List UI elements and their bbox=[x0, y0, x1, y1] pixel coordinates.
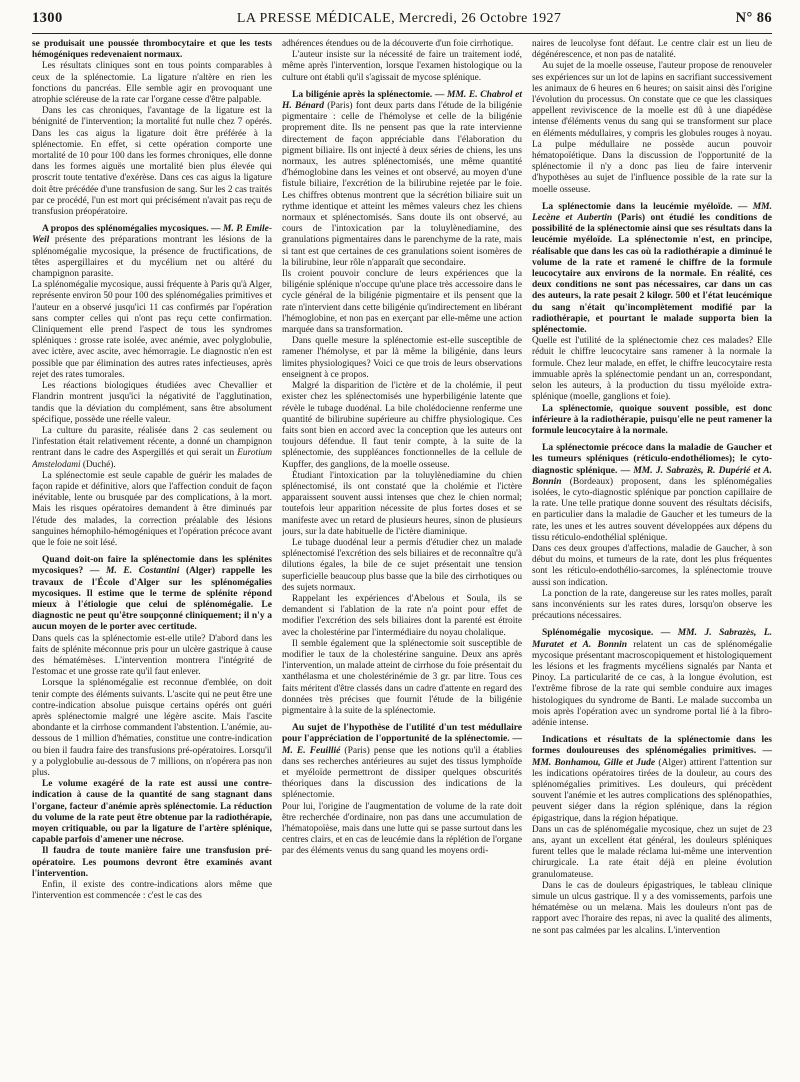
paragraph: La splénomégalie mycosique, aussi fréquente à Paris qu'à Alger, représente environ 50 pour 100 des splénomégalies primitives et l'auteur en a observé jusqu'ici 11 cas confirmés par l'opération sans compter celles qui n'ont pas reçu cette confirmation. Cliniquement elle prend l'aspect de tous les syndromes spléniques : grosse rate isolée, avec anémie, avec polyglobulie, avec ictère, avec ascite, avec hémorragie. Le diagnostic n'en est possible que par élimination des autres rates infectieuses, après rejet des rates tumorales. bbox=[32, 280, 272, 380]
heading-title: La biligénie après la splénectomie. bbox=[292, 89, 433, 100]
heading-text: (Alger) attirent l'attention sur les indications opératoires tirées de la douleur, au cours des splénomégalies primitives. Les douleurs, qui précèdent souvent l'anémie et les autres complications des splénopathies, peuvent siéger dans la région splénique, dans la région épigastrique, dans la région hépatique. bbox=[532, 757, 772, 824]
heading-text: (Paris) pense que les notions qu'il a établies dans ses recherches antérieures au sujet des tissus lymphoïde et myéloïde permettront de dissiper quelques obscurités théoriques dans la discussion des indications de la splénectomie. bbox=[282, 745, 522, 801]
page-header bbox=[32, 10, 772, 32]
paragraph: adhérences étendues ou de la découverte d'un foie cirrhotique. bbox=[282, 39, 514, 49]
issue-number: N° 86 bbox=[735, 10, 772, 26]
heading-title: La splénectomie précoce dans la maladie de Gaucher et les tumeurs spléniques (réticulo-endothéliomes); le cyto-diagnostic splénique. bbox=[532, 443, 772, 476]
paragraph: Enfin, il existe des contre-indications alors même que l'intervention est commencée : c'est le cas des bbox=[32, 880, 272, 902]
header-rule bbox=[32, 33, 772, 34]
heading-authors: MM. Lecène et Aubertin bbox=[532, 201, 772, 224]
paragraph: Il semble également que la splénectomie soit susceptible de modifier le taux de la cholestérine sanguine. Deux ans après l'intervention, un malade atteint de cirrhose du foie présentait du xanthélasma et une cholestérinémie de 3 gr. par litre. Tous ces faits méritent d'être classés dans un cadre d'attente en regard des données très précises que fournit l'étude de la biligénie pigmentaire à la suite de la splénectomie. bbox=[282, 638, 522, 716]
heading-authors: MM. J. Sabrazès, L. Muratet et A. Bonnin bbox=[532, 628, 772, 650]
section-heading: Splénomégalie mycosique. — MM. J. Sabrazès, L. Muratet et A. Bonnin relatent un cas de splénomégalie mycosique présentant macroscopiquement et histologiquement les lésions et les fragments mycéliens signalés par Nanta et Pinoy. La particularité de ce cas, à la longue évolution, est l'extrême fibrose de la rate qui semble conduire aux images histologiques du syndrome de Banti. Le malade succomba un mois après l'opération avec un syndrome portal lié à la fibro-adénie intense. bbox=[532, 628, 772, 728]
species-name: Eurotium Amstelodami bbox=[32, 448, 272, 470]
heading-authors: M. E. Feuillié bbox=[282, 745, 341, 756]
paragraph: Pour lui, l'origine de l'augmentation de volume de la rate doit être recherchée d'ordinaire, non pas dans une accumulation de l'hématopoïèse, mais dans une lutte qui se passe surtout dans les centres clairs, et en cas de leucémie dans la réplétion de l'organe par des éléments venus du sang quand les moyens ordi- bbox=[282, 801, 522, 857]
paragraph: Étudiant l'intoxication par la toluylènediamine du chien splénectomisé, ils ont constaté que la cholémie et l'ictère apparaissent souvent aussi intenses que chez le chien normal; toutefois leur apparition nécessite de plus fortes doses et se manifeste avec un retard de plusieurs heures, sinon de plusieurs jours, sur la date habituelle de l'ictère diaminique. bbox=[282, 470, 522, 537]
column-3 bbox=[532, 39, 772, 1077]
heading-text: (Bordeaux) proposent, dans les splénomégalies isolées, le cyto-diagnostic splénique par ponction capillaire de la rate. Une telle pratique donne souvent des résultats décisifs, en particulier dans la maladie de Gaucher et les tumeurs de la rate, les unes et les autres souvent développées aux dépens du tissu réticulo-endothélial splénique. bbox=[532, 476, 772, 543]
paragraph: Ils croient pouvoir conclure de leurs expériences que la biligénie splénique n'occupe qu'une place très accessoire dans le cycle général de la biligénie pigmentaire et ils pensent que la rate n'intervient dans cette biligénie qu'indirectement en libérant l'hémoglobine, et non pas en exerçant par elle-même une action marquée dans sa transformation. bbox=[282, 269, 522, 336]
paragraph: L'auteur insiste sur la nécessité de faire un traitement iodé, même après l'intervention, lorsque l'examen histologique ou la culture ont établi qu'il s'agissait de mycose splénique. bbox=[282, 50, 522, 83]
section-heading: Indications et résultats de la splénectomie dans les formes douloureuses des splénomégalies primitives. — MM. Bonhamou, Gille et Jude (Alger) attirent l'attention sur les indications opératoires tirées de la douleur, au cours des splénomégalies primitives. Les douleurs, qui précèdent souvent l'anémie et les autres complications des splénopathies, peuvent siéger dans la région splénique, dans la région épigastrique, dans la région hépatique. bbox=[532, 735, 772, 824]
paragraph: naires de leucolyse font défaut. Le centre clair est un lieu de dégénérescence, et non pas de natalité. bbox=[532, 39, 772, 61]
paragraph: Il faudra de toute manière faire une transfusion pré-opératoire. Les poumons devront être examinés avant l'intervention. bbox=[32, 846, 272, 879]
paragraph: Au sujet de la moelle osseuse, l'auteur propose de renouveler ses expériences sur un lot de lapins en sacrifiant successivement les animaux de 6 heures en 6 heures; on saisit ainsi dès l'origine l'évolution du processus. On constate que ce que les classiques appellent reviviscence de la moelle est dû à une diapédèse intense d'éléments venus du sang qui se transforment sur place en éléments médullaires, y compris les globules rouges à noyau. La pulpe médullaire ne possède aucun pouvoir hématopoïétique. Dans la discussion de l'opportunité de la splénectomie il n'y a donc pas lieu de faire intervenir d'hypothèses au sujet de l'influence possible de la rate sur la moelle osseuse. bbox=[532, 61, 772, 195]
section-heading: La splénectomie précoce dans la maladie de Gaucher et les tumeurs spléniques (réticulo-endothéliomes); le cyto-diagnostic splénique. — MM. J. Sabrazès, R. Dupérié et A. Bonnin (Bordeaux) proposent, dans les splénomégalies isolées, le cyto-diagnostic splénique par ponction capillaire de la rate. Une telle pratique donne souvent des résultats décisifs, en particulier dans la maladie de Gaucher et les tumeurs de la rate, les unes et les autres souvent développées aux dépens du tissu réticulo-endothélial splénique. bbox=[532, 443, 772, 543]
paragraph: Les résultats cliniques sont en tous points comparables à ceux de la splénectomie. La ligature n'altère en rien les fonctions du pancréas. Elle semble agir en provoquant une atrophie scléreuse de la rate car l'organe cesse d'être palpable. bbox=[32, 61, 272, 106]
paragraph: Dans quels cas la splénectomie est-elle utile? D'abord dans les faits de splénite méconnue pris pour un ulcère gastrique à cause des hématémèses. L'intervention montrera l'intégrité de l'estomac et une grosse rate qu'il faut enlever. bbox=[32, 633, 272, 678]
paragraph: Dans ces deux groupes d'affections, maladie de Gaucher, à son début du moins, et tumeurs de la rate, dont les plus fréquentes sont les réticulo-endothélio-sarcomes, la splénectomie trouve aussi son indication. bbox=[532, 543, 772, 588]
article-columns bbox=[32, 39, 772, 1077]
heading-authors: MM. E. Chabrol et H. Bénard bbox=[282, 89, 522, 112]
paragraph: Dans quelle mesure la splénectomie est-elle susceptible de ramener l'hémolyse, et par là même la biligénie, dans leurs limites physiologiques? Voici ce que trois de leurs observations enseignent à ce propos. bbox=[282, 336, 522, 380]
section-heading: Quand doit-on faire la splénectomie dans les splénites mycosiques? — M. E. Costantini (Alger) rappelle les travaux de l'École d'Alger sur les splénomégalies mycosiques. Il estime que le terme de splénite répond mieux à l'étiologie que celui de splénomégalie. Le diagnostic ne peut qu'être soupçonné cliniquement; il n'y a aucun moyen de le porter avec certitude. bbox=[32, 555, 272, 633]
section-heading: A propos des splénomégalies mycosiques. — M. P. Emile-Weil présente des préparations montrant les lésions de la splénomégalie mycosique, la présence de fructifications, de têtes aspergillaires et du mycélium net ou altéré du champignon parasite. bbox=[32, 224, 272, 280]
heading-text: relatent un cas de splénomégalie mycosique présentant macroscopiquement et histologiquement les lésions et les fragments mycéliens signalés par Nanta et Pinoy. La particularité de ce cas, à la longue évolution, est l'extrême fibrose de la rate qui semble conduire aux images histologiques du syndrome de Banti. Le malade succomba un mois après l'opération avec un syndrome portal lié à la fibro-adénie intense. bbox=[532, 639, 772, 728]
heading-title: A propos des splénomégalies mycosiques. bbox=[42, 224, 209, 235]
heading-title: Indications et résultats de la splénectomie dans les formes douloureuses des splénomégalies primitives. bbox=[532, 735, 772, 757]
paragraph: Dans les cas chroniques, l'avantage de la ligature est la bénignité de l'intervention; la mortalité fut nulle chez 7 opérés. Dans les cas aigus la ligature doit être préférée à la splénectomie. En effet, si cette opération comporte une mortalité de 10 pour 100 dans les formes chroniques, elle donne dans les formes aiguës une mortalité bien plus élevée qui proscrit toute tentative d'exérèse. Dans ces cas aigus la ligature doit être précédée d'une transfusion de sang. Sur les 2 cas traités par ce procédé, l'un est mort qui précisément n'avait pas reçu de transfusion préopératoire. bbox=[32, 106, 272, 218]
section-heading: Au sujet de l'hypothèse de l'utilité d'un test médullaire pour l'appréciation de l'opportunité de la splénectomie. — M. E. Feuillié (Paris) pense que les notions qu'il a établies dans ses recherches antérieures au sujet des tissus lymphoïde et myéloïde permettront de dissiper quelques obscurités théoriques dans la discussion des indications de la splénectomie. bbox=[282, 723, 522, 801]
heading-authors: M. E. Costantini bbox=[105, 566, 180, 577]
paragraph: Rappelant les expériences d'Abelous et Soula, ils se demandent si l'ablation de la rate n'a point pour effet de modifier l'excrétion des sels biliaires dont la parenté est étroite avec la cholestérine par l'intermédiaire du noyau cholalique. bbox=[282, 593, 522, 638]
section-heading: La biligénie après la splénectomie. — MM. E. Chabrol et H. Bénard (Paris) font deux parts dans l'étude de la biligénie pigmentaire : celle de l'hémolyse et celle de la biligénie proprement dite. Ils ne pensent pas que la rate intervienne directement de façon appréciable dans l'élaboration du pigment biliaire. Ils ont injecté à deux séries de chiens, les uns normaux, les autres splénectomisés, une même quantité d'hémoglobine dans les veines et ont observé, au moyen d'une fistule biliaire, l'excrétion de la bilirubine rejetée par le foie. Les chiffres obtenus montrent que la sécrétion biliaire suit un rythme identique et atteint les mêmes valeurs chez les chiens normaux et splénectomisés. Sans doute ils ont observé, au cours de l'intoxication par la toluylènediamine, des granulations pigmentaires dans le parenchyme de la rate, mais si tant est que certaines de ces granulations soient isomères de la bilirubine, leur rôle n'apparaît que secondaire. bbox=[282, 89, 522, 268]
heading-text: (Paris) font deux parts dans l'étude de la biligénie pigmentaire : celle de l'hémolyse et celle de la biligénie proprement dite. Ils ne pensent pas que la rate intervienne directement de façon appréciable dans l'élaboration du pigment biliaire. Ils ont injecté à deux séries de chiens, les uns normaux, les autres splénectomisés, une même quantité d'hémoglobine dans les veines et ont observé, au moyen d'une fistule biliaire, l'excrétion de la bilirubine rejetée par le foie. Les chiffres obtenus montrent que la sécrétion biliaire suit un rythme identique et atteint les mêmes valeurs chez les chiens normaux et splénectomisés. Sans doute ils ont observé, au cours de l'intoxication par la toluylènediamine, des granulations pigmentaires dans le parenchyme de la rate, mais si tant est que certaines de ces granulations soient isomères de la bilirubine, leur rôle n'apparaît que secondaire. bbox=[282, 101, 522, 268]
paragraph: Quelle est l'utilité de la splénectomie chez ces malades? Elle réduit le chiffre leucocytaire sans ramener à la normale la formule. Chez leur malade, en effet, le chiffre leucocytaire resta immuable après la splénectomie pendant un an, correspondant, selon les auteurs, à la production du tissu myéloïde extra-splénique (moelle, ganglions et foie). bbox=[532, 336, 772, 403]
heading-authors: MM. J. Sabrazès, R. Dupérié et A. Bonnin bbox=[532, 465, 772, 487]
heading-text: présente des préparations montrant les lésions de la splénomégalie mycosique, la présence de fructifications, de têtes aspergillaires et du mycélium net ou altéré du champignon parasite. bbox=[32, 235, 272, 280]
paragraph: Lorsque la splénomégalie est reconnue d'emblée, on doit tenir compte des éléments suivants. L'ascite qui ne peut être une contre-indication absolue puisque certains opérés ont guéri après splénectomie malgré une légère ascite. Mais l'ascite abondante et la cirrhose commandent l'abstention. L'anémie, au-dessous de 1 million d'hématies, constitue une contre-indication ou bien il faudra faire des transfusions pré-opératoires. Lorsqu'il y a polyglobulie au-dessous de 7 millions, on n'opérera pas non plus. bbox=[32, 678, 272, 778]
heading-text: (Paris) ont étudié les conditions de possibilité de la splénectomie ainsi que ses résultats dans la leucémie myéloïde. La splénectomie n'est, en principe, réalisable que dans les cas où la radiothérapie a diminué le volume de la rate et ramené le chiffre de la formule leucocytaire aux environs de la normale. En réalité, ces deux conditions ne sont pas nécessaires, car dans un cas des auteurs, la rate pesait 2 kilogr. 500 et l'état leucémique du sang n'était qu'incomplètement modifié par la radiothérapie, et pourtant le malade supporta bien la splénectomie. bbox=[532, 213, 772, 336]
paragraph-text: (Duché). bbox=[82, 459, 116, 470]
section-heading: La splénectomie dans la leucémie myéloïde. — MM. Lecène et Aubertin (Paris) ont étudié les conditions de possibilité de la splénectomie ainsi que ses résultats dans la leucémie myéloïde. La splénectomie n'est, en principe, réalisable que dans les cas où la radiothérapie a diminué le volume de la rate et ramené le chiffre de la formule leucocytaire aux environs de la normale. En réalité, ces deux conditions ne sont pas nécessaires, car dans un cas des auteurs, la rate pesait 2 kilogr. 500 et l'état leucémique du sang n'était qu'incomplètement modifié par la radiothérapie, et pourtant le malade supporta bien la splénectomie. bbox=[532, 201, 772, 336]
heading-text: (Alger) rappelle les travaux de l'École d'Alger sur les splénomégalies mycosiques. Il estime que le terme de splénite répond mieux à l'étiologie que celui de splénomégalie. Le diagnostic ne peut qu'être soupçonné cliniquement; il n'y a aucun moyen de le porter avec certitude. bbox=[32, 566, 272, 633]
heading-title: Splénomégalie mycosique. bbox=[542, 628, 654, 639]
journal-title: LA PRESSE MÉDICALE, Mercredi, 26 Octobre 1927 bbox=[236, 11, 562, 26]
paragraph: Le tubage duodénal leur a permis d'étudier chez un malade splénectomisé l'excrétion des sels biliaires et de reconnaître qu'à dilutions égales, la bile de ce sujet présentait une tension superficielle beaucoup plus basse que la bile des cirrhotiques ou des sujets normaux. bbox=[282, 537, 522, 593]
paragraph: Malgré la disparition de l'ictère et de la cholémie, il peut exister chez les splénectomisés une hyperbiligénie latente que révèle le tubage duodénal. La bile cholédocienne renferme une quantité de bilirubine supérieure au chiffre physiologique. Ces faits sont bien en accord avec la conception que les auteurs ont toujours défendue. Il faut tenir compte, à la suite de la splénectomie, des suppléances fonctionnelles de la cellule de Kupffer, des ganglions, de la moelle osseuse. bbox=[282, 381, 522, 470]
page-number: 1300 bbox=[32, 10, 63, 26]
paragraph: La splénectomie est seule capable de guérir les malades de façon rapide et définitive, alors que l'affection conduit de façon inévitable, lente ou brusquée par des complications, à la mort. Mais les risques opératoires demandent à être diminués par l'étude des malades, la correction préalable des lésions sanguines hémophilo-hémogéniques et l'opération précoce avant que le foie ne soit lésé. bbox=[32, 470, 272, 548]
heading-authors: M. P. Emile-Weil bbox=[32, 224, 272, 246]
paragraph: La splénectomie, quoique souvent possible, est donc inférieure à la radiothérapie, puisqu'elle ne peut ramener la formule leucocytaire à la normale. bbox=[532, 403, 772, 436]
paragraph: se produisait une poussée thrombocytaire et que les tests hémogéniques redevenaient normaux. bbox=[32, 39, 272, 61]
paragraph-text: La culture du parasite, réalisée dans 2 cas seulement ou l'infestation était relativement récente, a donné un champignon rentrant dans le cadre des Aspergillés et qui serait un bbox=[32, 425, 272, 459]
heading-title: Quand doit-on faire la splénectomie dans les splénites mycosiques? bbox=[32, 555, 272, 577]
heading-title: Au sujet de l'hypothèse de l'utilité d'un test médullaire pour l'appréciation de l'opportunité de la splénectomie. bbox=[282, 723, 522, 745]
paragraph: Dans le cas de douleurs épigastriques, le tableau clinique simule un ulcus gastrique. Il y a des vomissements, parfois une hématémèse ou un melæna. Mais les douleurs n'ont pas de rapport avec l'horaire des repas, ni avec la qualité des aliments, ne sont pas calmées par les alcalins. L'intervention bbox=[532, 880, 772, 936]
heading-authors: MM. Bonhamou, Gille et Jude bbox=[532, 757, 656, 768]
paragraph bbox=[32, 426, 272, 471]
paragraph: Dans un cas de splénomégalie mycosique, chez un sujet de 23 ans, ayant un excellent état général, les douleurs spléniques furent telles que le malade réclama lui-même une intervention chirurgicale. La rate était déjà en pleine évolution granulomateuse. bbox=[532, 824, 772, 880]
column-1 bbox=[32, 39, 272, 1077]
column-2 bbox=[282, 39, 522, 1077]
heading-title: La splénectomie dans la leucémie myéloïde. bbox=[542, 201, 733, 212]
paragraph: Le volume exagéré de la rate est aussi une contre-indication à cause de la quantité de sang stagnant dans l'organe, facteur d'anémie après splénectomie. La réduction du volume de la rate peut être obtenue par la radiothérapie, moyen critiquable, ou par la ligature de l'artère splénique, capable parfois d'amener une nécrose. bbox=[32, 779, 272, 846]
paragraph: Les réactions biologiques étudiées avec Chevallier et Flandrin montrent jusqu'ici la négativité de l'agglutination, tandis que la déviation du complément, sans être absolument spécifique, possède une réelle valeur. bbox=[32, 381, 272, 425]
paragraph: La ponction de la rate, dangereuse sur les rates molles, paraît sans inconvénients sur les rates dures, lorsqu'on observe les précautions nécessaires. bbox=[532, 588, 772, 622]
